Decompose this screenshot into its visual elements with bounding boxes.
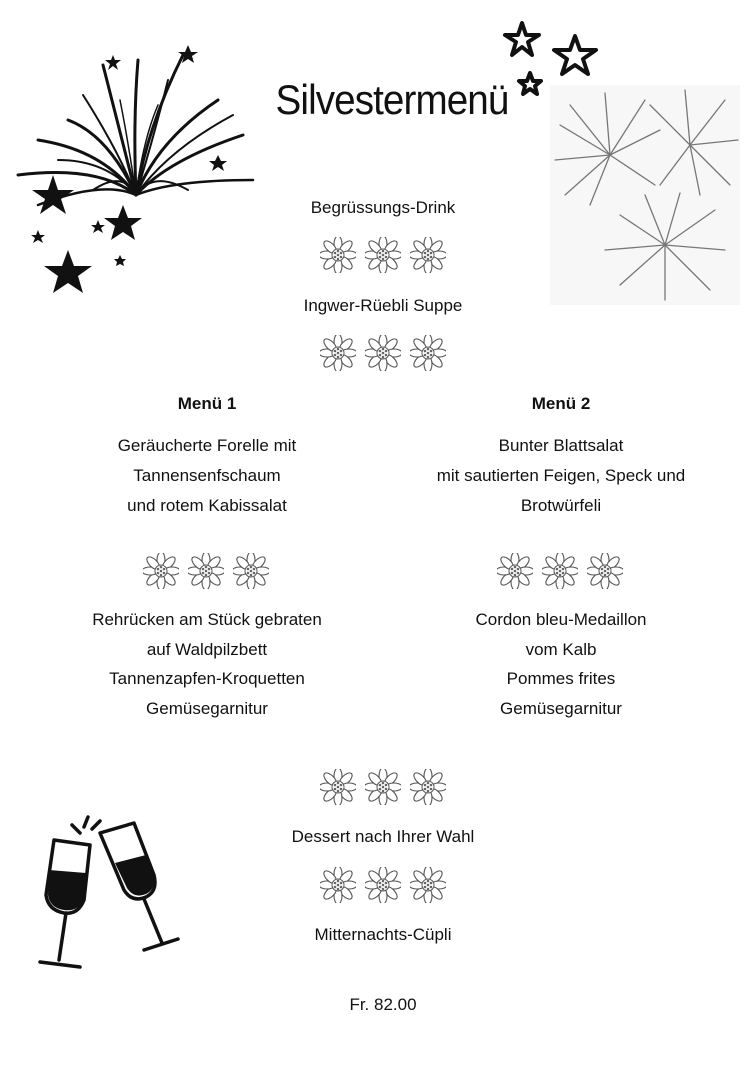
edelweiss-icon: [587, 553, 623, 589]
edelweiss-icon: [233, 553, 269, 589]
edelweiss-icon: [320, 769, 356, 805]
divider: [320, 335, 450, 371]
menu1-main-line: Gemüsegarnitur: [146, 699, 268, 718]
edelweiss-icon: [410, 335, 446, 371]
edelweiss-icon: [320, 237, 356, 273]
soup-course: Ingwer-Rüebli Suppe: [303, 296, 463, 315]
menu2-main-line: Gemüsegarnitur: [500, 699, 622, 718]
divider: [320, 769, 450, 805]
dessert-course: Dessert nach Ihrer Wahl: [291, 827, 475, 846]
edelweiss-icon: [410, 769, 446, 805]
edelweiss-icon: [365, 769, 401, 805]
edelweiss-icon: [497, 553, 533, 589]
menu2-main-line: vom Kalb: [525, 640, 597, 659]
divider: [143, 553, 273, 589]
page-title: Silvestermenü: [275, 76, 509, 123]
welcome-drink: Begrüssungs-Drink: [310, 198, 456, 217]
menu1-main-line: Tannenzapfen-Kroquetten: [109, 669, 305, 688]
edelweiss-icon: [365, 335, 401, 371]
edelweiss-icon: [410, 237, 446, 273]
menu2-starter-line: Bunter Blattsalat: [498, 436, 624, 455]
divider: [320, 867, 450, 903]
menu1-starter-line: und rotem Kabissalat: [127, 496, 287, 515]
edelweiss-icon: [188, 553, 224, 589]
menu1-main-line: auf Waldpilzbett: [146, 640, 268, 659]
edelweiss-icon: [365, 237, 401, 273]
menu2-heading: Menü 2: [531, 394, 591, 413]
menu1-heading: Menü 1: [177, 394, 237, 413]
menu2-main-line: Pommes frites: [506, 669, 616, 688]
divider: [497, 553, 627, 589]
midnight-drink: Mitternachts-Cüpli: [314, 925, 452, 944]
edelweiss-icon: [542, 553, 578, 589]
menu2-main-line: Cordon bleu-Medaillon: [475, 610, 647, 629]
edelweiss-icon: [410, 867, 446, 903]
menu1-starter-line: Tannensenfschaum: [133, 466, 281, 485]
menu2-starter-line: Brotwürfeli: [520, 496, 602, 515]
price: Fr. 82.00: [349, 995, 417, 1014]
menu1-main-line: Rehrücken am Stück gebraten: [92, 610, 322, 629]
edelweiss-icon: [320, 867, 356, 903]
edelweiss-icon: [320, 335, 356, 371]
divider: [320, 237, 450, 273]
menu2-starter-line: mit sautierten Feigen, Speck und: [436, 466, 686, 485]
edelweiss-icon: [143, 553, 179, 589]
menu1-starter-line: Geräucherte Forelle mit: [117, 436, 297, 455]
edelweiss-icon: [365, 867, 401, 903]
